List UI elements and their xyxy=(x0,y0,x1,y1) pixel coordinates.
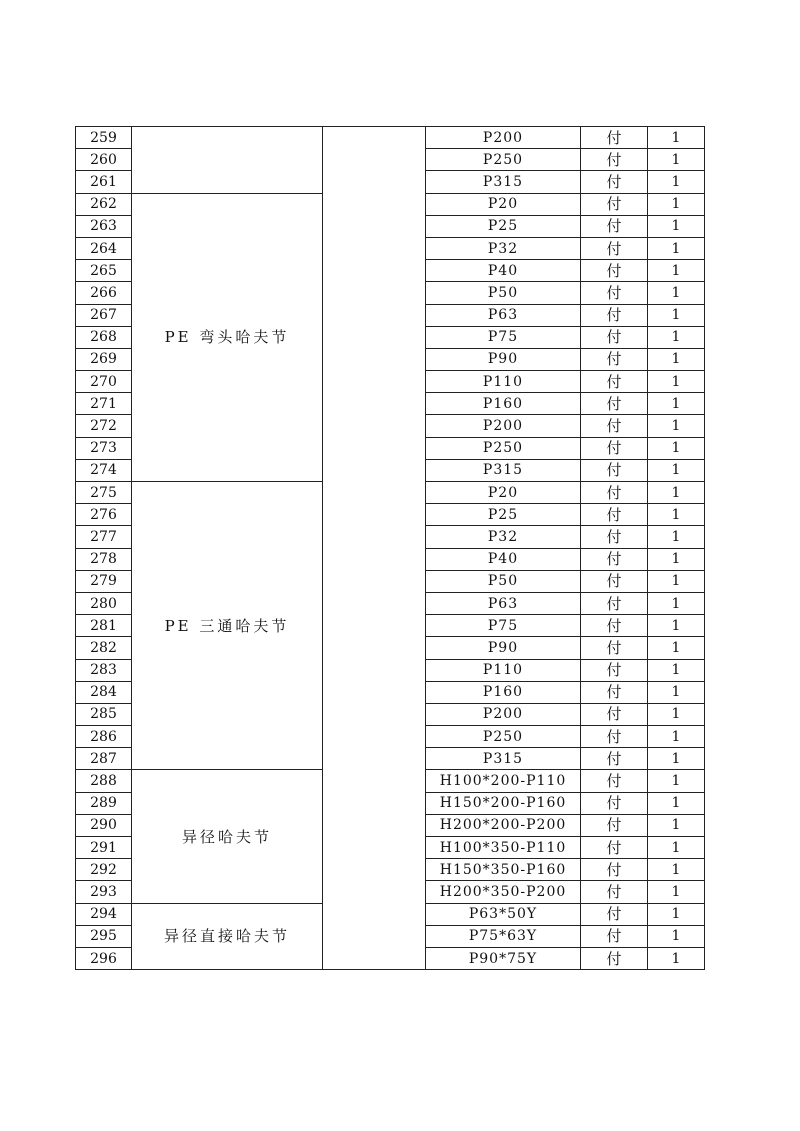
unit-cell: 付 xyxy=(581,592,648,614)
unit-cell: 付 xyxy=(581,637,648,659)
spec-cell: P20 xyxy=(426,482,581,504)
spec-cell: P75 xyxy=(426,326,581,348)
spec-cell: P200 xyxy=(426,703,581,725)
quantity-cell: 1 xyxy=(648,193,705,215)
unit-cell: 付 xyxy=(581,393,648,415)
spec-cell: P32 xyxy=(426,237,581,259)
unit-cell: 付 xyxy=(581,548,648,570)
spec-cell: P75 xyxy=(426,615,581,637)
spec-cell: P250 xyxy=(426,149,581,171)
row-number: 282 xyxy=(76,637,132,659)
product-name: PE 三通哈夫节 xyxy=(132,482,323,770)
unit-cell: 付 xyxy=(581,459,648,481)
row-number: 263 xyxy=(76,215,132,237)
quantity-cell: 1 xyxy=(648,237,705,259)
row-number: 286 xyxy=(76,726,132,748)
unit-cell: 付 xyxy=(581,814,648,836)
spec-cell: P40 xyxy=(426,260,581,282)
spec-cell: P315 xyxy=(426,171,581,193)
row-number: 278 xyxy=(76,548,132,570)
unit-cell: 付 xyxy=(581,304,648,326)
spec-cell: P200 xyxy=(426,415,581,437)
spec-cell: P90*75Y xyxy=(426,947,581,969)
product-name xyxy=(132,127,323,194)
unit-cell: 付 xyxy=(581,770,648,792)
spec-cell: P25 xyxy=(426,215,581,237)
unit-cell: 付 xyxy=(581,837,648,859)
quantity-cell: 1 xyxy=(648,748,705,770)
quantity-cell: 1 xyxy=(648,149,705,171)
row-number: 261 xyxy=(76,171,132,193)
quantity-cell: 1 xyxy=(648,570,705,592)
quantity-cell: 1 xyxy=(648,171,705,193)
unit-cell: 付 xyxy=(581,371,648,393)
row-number: 264 xyxy=(76,237,132,259)
spec-cell: P160 xyxy=(426,681,581,703)
spec-cell: H100*350-P110 xyxy=(426,837,581,859)
unit-cell: 付 xyxy=(581,615,648,637)
quantity-cell: 1 xyxy=(648,659,705,681)
quantity-cell: 1 xyxy=(648,348,705,370)
row-number: 279 xyxy=(76,570,132,592)
unit-cell: 付 xyxy=(581,859,648,881)
row-number: 292 xyxy=(76,859,132,881)
row-number: 267 xyxy=(76,304,132,326)
row-number: 281 xyxy=(76,615,132,637)
quantity-cell: 1 xyxy=(648,925,705,947)
spec-cell: P50 xyxy=(426,282,581,304)
quantity-cell: 1 xyxy=(648,726,705,748)
unit-cell: 付 xyxy=(581,726,648,748)
quantity-cell: 1 xyxy=(648,637,705,659)
row-number: 277 xyxy=(76,526,132,548)
quantity-cell: 1 xyxy=(648,459,705,481)
spec-cell: P250 xyxy=(426,437,581,459)
quantity-cell: 1 xyxy=(648,415,705,437)
row-number: 266 xyxy=(76,282,132,304)
quantity-cell: 1 xyxy=(648,548,705,570)
row-number: 272 xyxy=(76,415,132,437)
row-number: 295 xyxy=(76,925,132,947)
row-number: 280 xyxy=(76,592,132,614)
row-number: 296 xyxy=(76,947,132,969)
spec-cell: P315 xyxy=(426,748,581,770)
row-number: 291 xyxy=(76,837,132,859)
unit-cell: 付 xyxy=(581,482,648,504)
unit-cell: 付 xyxy=(581,282,648,304)
quantity-cell: 1 xyxy=(648,304,705,326)
row-number: 274 xyxy=(76,459,132,481)
unit-cell: 付 xyxy=(581,947,648,969)
quantity-cell: 1 xyxy=(648,326,705,348)
unit-cell: 付 xyxy=(581,348,648,370)
spec-cell: H150*350-P160 xyxy=(426,859,581,881)
row-number: 270 xyxy=(76,371,132,393)
quantity-cell: 1 xyxy=(648,592,705,614)
spec-cell: H200*200-P200 xyxy=(426,814,581,836)
spec-cell: P40 xyxy=(426,548,581,570)
spec-cell: P20 xyxy=(426,193,581,215)
row-number: 265 xyxy=(76,260,132,282)
quantity-cell: 1 xyxy=(648,282,705,304)
unit-cell: 付 xyxy=(581,171,648,193)
row-number: 268 xyxy=(76,326,132,348)
spec-cell: P110 xyxy=(426,659,581,681)
row-number: 293 xyxy=(76,881,132,903)
quantity-cell: 1 xyxy=(648,814,705,836)
unit-cell: 付 xyxy=(581,681,648,703)
spec-cell: P63 xyxy=(426,592,581,614)
quantity-cell: 1 xyxy=(648,127,705,149)
spec-cell: P315 xyxy=(426,459,581,481)
row-number: 289 xyxy=(76,792,132,814)
row-number: 285 xyxy=(76,703,132,725)
unit-cell: 付 xyxy=(581,881,648,903)
unit-cell: 付 xyxy=(581,326,648,348)
parts-table-body xyxy=(76,127,705,970)
row-number: 260 xyxy=(76,149,132,171)
row-number: 271 xyxy=(76,393,132,415)
unit-cell: 付 xyxy=(581,260,648,282)
spec-cell: P32 xyxy=(426,526,581,548)
row-number: 262 xyxy=(76,193,132,215)
spec-cell: P25 xyxy=(426,504,581,526)
unit-cell: 付 xyxy=(581,504,648,526)
row-number: 269 xyxy=(76,348,132,370)
quantity-cell: 1 xyxy=(648,792,705,814)
unit-cell: 付 xyxy=(581,127,648,149)
quantity-cell: 1 xyxy=(648,859,705,881)
quantity-cell: 1 xyxy=(648,215,705,237)
quantity-cell: 1 xyxy=(648,393,705,415)
spec-cell: P75*63Y xyxy=(426,925,581,947)
unit-cell: 付 xyxy=(581,703,648,725)
quantity-cell: 1 xyxy=(648,615,705,637)
unit-cell: 付 xyxy=(581,149,648,171)
row-number: 283 xyxy=(76,659,132,681)
unit-cell: 付 xyxy=(581,193,648,215)
quantity-cell: 1 xyxy=(648,371,705,393)
row-number: 284 xyxy=(76,681,132,703)
blank-column xyxy=(323,127,426,970)
parts-table xyxy=(75,126,705,970)
table-row xyxy=(76,127,705,149)
spec-cell: P160 xyxy=(426,393,581,415)
spec-cell: P90 xyxy=(426,348,581,370)
spec-cell: P90 xyxy=(426,637,581,659)
quantity-cell: 1 xyxy=(648,526,705,548)
unit-cell: 付 xyxy=(581,526,648,548)
unit-cell: 付 xyxy=(581,748,648,770)
spec-cell: P63 xyxy=(426,304,581,326)
unit-cell: 付 xyxy=(581,415,648,437)
row-number: 294 xyxy=(76,903,132,925)
quantity-cell: 1 xyxy=(648,947,705,969)
spec-cell: P110 xyxy=(426,371,581,393)
product-name: PE 弯头哈夫节 xyxy=(132,193,323,481)
row-number: 273 xyxy=(76,437,132,459)
spec-cell: P250 xyxy=(426,726,581,748)
row-number: 290 xyxy=(76,814,132,836)
row-number: 259 xyxy=(76,127,132,149)
quantity-cell: 1 xyxy=(648,437,705,459)
unit-cell: 付 xyxy=(581,925,648,947)
spec-cell: H200*350-P200 xyxy=(426,881,581,903)
quantity-cell: 1 xyxy=(648,703,705,725)
quantity-cell: 1 xyxy=(648,837,705,859)
product-name: 异径哈夫节 xyxy=(132,770,323,903)
quantity-cell: 1 xyxy=(648,504,705,526)
quantity-cell: 1 xyxy=(648,482,705,504)
quantity-cell: 1 xyxy=(648,260,705,282)
spec-cell: P200 xyxy=(426,127,581,149)
unit-cell: 付 xyxy=(581,570,648,592)
unit-cell: 付 xyxy=(581,237,648,259)
unit-cell: 付 xyxy=(581,792,648,814)
spec-cell: H150*200-P160 xyxy=(426,792,581,814)
row-number: 288 xyxy=(76,770,132,792)
row-number: 287 xyxy=(76,748,132,770)
quantity-cell: 1 xyxy=(648,881,705,903)
quantity-cell: 1 xyxy=(648,681,705,703)
spec-cell: P50 xyxy=(426,570,581,592)
spec-cell: H100*200-P110 xyxy=(426,770,581,792)
quantity-cell: 1 xyxy=(648,770,705,792)
product-name: 异径直接哈夫节 xyxy=(132,903,323,970)
unit-cell: 付 xyxy=(581,903,648,925)
row-number: 275 xyxy=(76,482,132,504)
row-number: 276 xyxy=(76,504,132,526)
unit-cell: 付 xyxy=(581,215,648,237)
unit-cell: 付 xyxy=(581,437,648,459)
spec-cell: P63*50Y xyxy=(426,903,581,925)
quantity-cell: 1 xyxy=(648,903,705,925)
unit-cell: 付 xyxy=(581,659,648,681)
